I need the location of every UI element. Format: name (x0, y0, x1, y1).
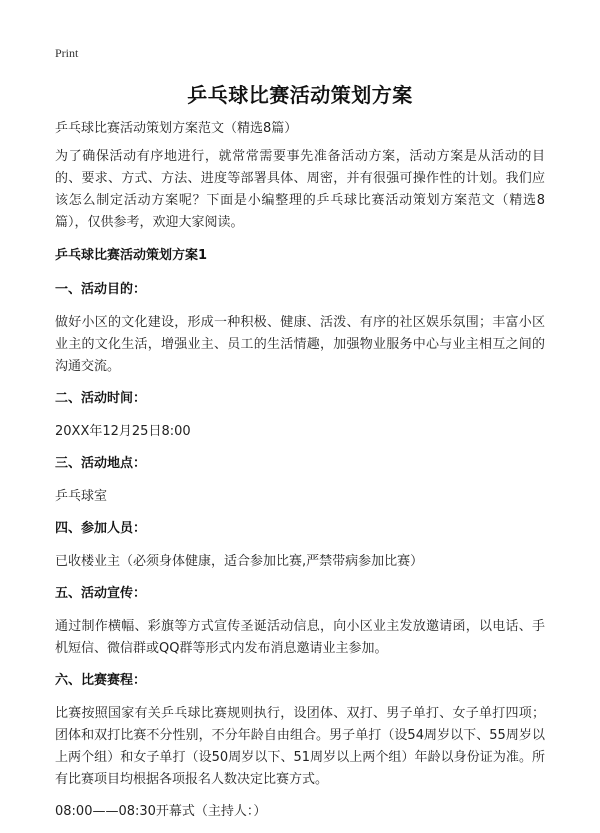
intro-paragraph: 为了确保活动有序地进行，就常常需要事先准备活动方案，活动方案是从活动的目的、要求、方式、方法、进度等部署具体、周密，并有很强可操作性的计划。我们应该怎么制定活动方案呢？下面是小编整理的乒乓球比赛活动策划方案范文（精选8篇），仅供参考，欢迎大家阅读。 (55, 149, 545, 230)
heading-schedule: 六、比赛赛程： (55, 673, 147, 688)
paragraph-schedule: 比赛按照国家有关乒乓球比赛规则执行，设团体、双打、男子单打、女子单打四项；团体和双打比赛不分性别，不分年龄自由组合。男子单打（设54周岁以下、55周岁以上两个组）和女子单打（设50周岁以下、51周岁以上两个组）年龄以身份证为准。所有比赛项目均根据各项报名人数决定比赛方式。 (55, 706, 545, 787)
paragraph-location: 乒乓球室 (55, 489, 108, 504)
document-subtitle: 乒乓球比赛活动策划方案范文（精选8篇） (55, 121, 298, 136)
document-body (55, 118, 545, 833)
print-link[interactable]: Print (55, 46, 79, 60)
heading-location: 三、活动地点： (55, 456, 147, 471)
heading-publicity: 五、活动宣传： (55, 586, 147, 601)
paragraph-time: 20XX年12月25日8:00 (55, 424, 191, 439)
paragraph-participants: 已收楼业主（必须身体健康，适合参加比赛,严禁带病参加比赛） (55, 554, 424, 569)
heading-time: 二、活动时间： (55, 391, 147, 406)
page-title: 乒乓球比赛活动策划方案 (187, 83, 413, 107)
heading-participants: 四、参加人员： (55, 521, 147, 536)
section-title: 乒乓球比赛活动策划方案1 (55, 248, 208, 263)
heading-purpose: 一、活动目的： (55, 282, 147, 297)
paragraph-purpose: 做好小区的文化建设，形成一种积极、健康、活泼、有序的社区娱乐氛围；丰富小区业主的文化生活，增强业主、员工的生活情趣，加强物业服务中心与业主相互之间的沟通交流。 (55, 315, 545, 374)
paragraph-publicity: 通过制作横幅、彩旗等方式宣传圣诞活动信息，向小区业主发放邀请函，以电话、手机短信、微信群或QQ群等形式内发布消息邀请业主参加。 (55, 619, 545, 656)
schedule-line: 08:00——08:30开幕式（主持人：） (55, 804, 267, 819)
